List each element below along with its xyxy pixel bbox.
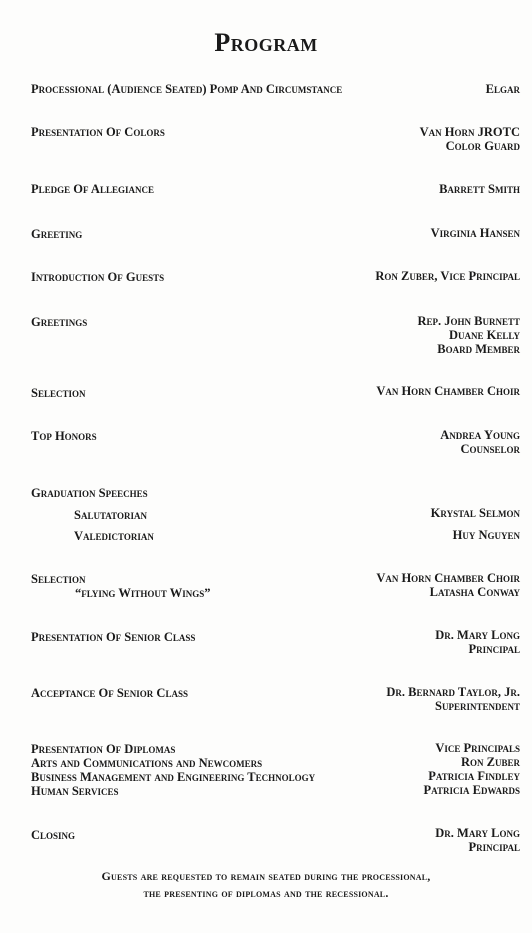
senior-acceptance-name-1: Dr. Bernard Taylor, Jr. <box>386 685 520 699</box>
closing-label: Closing <box>31 828 76 842</box>
senior-presentation-name-2: Principal <box>468 642 520 656</box>
diplomas-name-3: Patricia Findley <box>428 769 520 783</box>
honors-label: Top Honors <box>31 429 97 443</box>
guests-names <box>375 269 520 283</box>
footer-line-2: the presenting of diplomas and the recessional. <box>143 886 389 900</box>
greetings-names <box>418 314 521 356</box>
pledge-label: Pledge Of Allegiance <box>31 182 154 196</box>
selection2-labels <box>31 572 211 600</box>
salutatorian-label: Salutatorian <box>74 508 147 522</box>
closing-name-1: Dr. Mary Long <box>435 826 520 840</box>
valedictorian-names <box>453 528 520 542</box>
colors-name-2: Color Guard <box>445 139 520 153</box>
senior-presentation-label: Presentation Of Senior Class <box>31 630 196 644</box>
closing-name-2: Principal <box>468 840 520 854</box>
diplomas-name-2: Ron Zuber <box>461 755 520 769</box>
closing-names <box>435 826 520 854</box>
greeting-names <box>431 226 520 240</box>
selection1-label: Selection <box>31 386 86 400</box>
footer-line-1: Guests are requested to remain seated during the processional, <box>101 869 431 883</box>
greetings-name-2: Duane Kelly <box>448 328 520 342</box>
selection1-names <box>376 384 520 398</box>
guests-name-1: Ron Zuber, Vice Principal <box>375 269 520 283</box>
speeches-label: Graduation Speeches <box>31 486 148 500</box>
diplomas-labels <box>31 742 315 798</box>
diplomas-label-2: Arts and Communications and Newcomers <box>31 756 263 770</box>
pledge-names <box>439 182 520 196</box>
diplomas-label-1: Presentation Of Diplomas <box>31 742 176 756</box>
senior-acceptance-names <box>386 685 520 713</box>
page-title: Program <box>214 28 318 57</box>
selection2-name-1: Van Horn Chamber Choir <box>376 571 520 585</box>
guests-label: Introduction Of Guests <box>31 270 165 284</box>
colors-name-1: Van Horn JROTC <box>419 125 520 139</box>
greeting-name-1: Virginia Hansen <box>430 226 520 240</box>
senior-presentation-name-1: Dr. Mary Long <box>435 628 520 642</box>
processional-label: Processional (Audience Seated) Pomp And Circumstance <box>31 82 343 96</box>
senior-acceptance-label: Acceptance Of Senior Class <box>31 686 188 700</box>
senior-acceptance-name-2: Superintendent <box>435 699 520 713</box>
footer-note <box>0 868 532 902</box>
diplomas-name-1: Vice Principals <box>435 741 520 755</box>
selection2-label: Selection <box>31 572 86 586</box>
salutatorian-name-1: Krystal Selmon <box>430 506 520 520</box>
diplomas-label-3: Business Management and Engineering Technology <box>31 770 316 784</box>
colors-names <box>420 125 520 153</box>
diplomas-name-4: Patricia Edwards <box>423 783 520 797</box>
colors-label: Presentation Of Colors <box>31 125 165 139</box>
senior-presentation-names <box>435 628 520 656</box>
valedictorian-name-1: Huy Nguyen <box>452 528 520 542</box>
selection2-name-2: Latasha Conway <box>429 585 520 599</box>
selection1-name-1: Van Horn Chamber Choir <box>376 384 520 398</box>
diplomas-names <box>424 741 520 797</box>
honors-name-1: Andrea Young <box>440 428 520 442</box>
processional-name-1: Elgar <box>485 82 520 96</box>
salutatorian-names <box>431 506 520 520</box>
selection2-names <box>376 571 520 599</box>
honors-name-2: Counselor <box>460 442 520 456</box>
greeting-label: Greeting <box>31 227 83 241</box>
greetings-name-3: Board Member <box>437 342 520 356</box>
selection2-song-title: “flying Without Wings” <box>75 586 211 600</box>
greetings-name-1: Rep. John Burnett <box>417 314 520 328</box>
processional-names <box>486 82 520 96</box>
pledge-name-1: Barrett Smith <box>439 182 520 196</box>
diplomas-label-4: Human Services <box>31 784 119 798</box>
honors-names <box>440 428 520 456</box>
valedictorian-label: Valedictorian <box>74 529 154 543</box>
greetings-label: Greetings <box>31 315 88 329</box>
